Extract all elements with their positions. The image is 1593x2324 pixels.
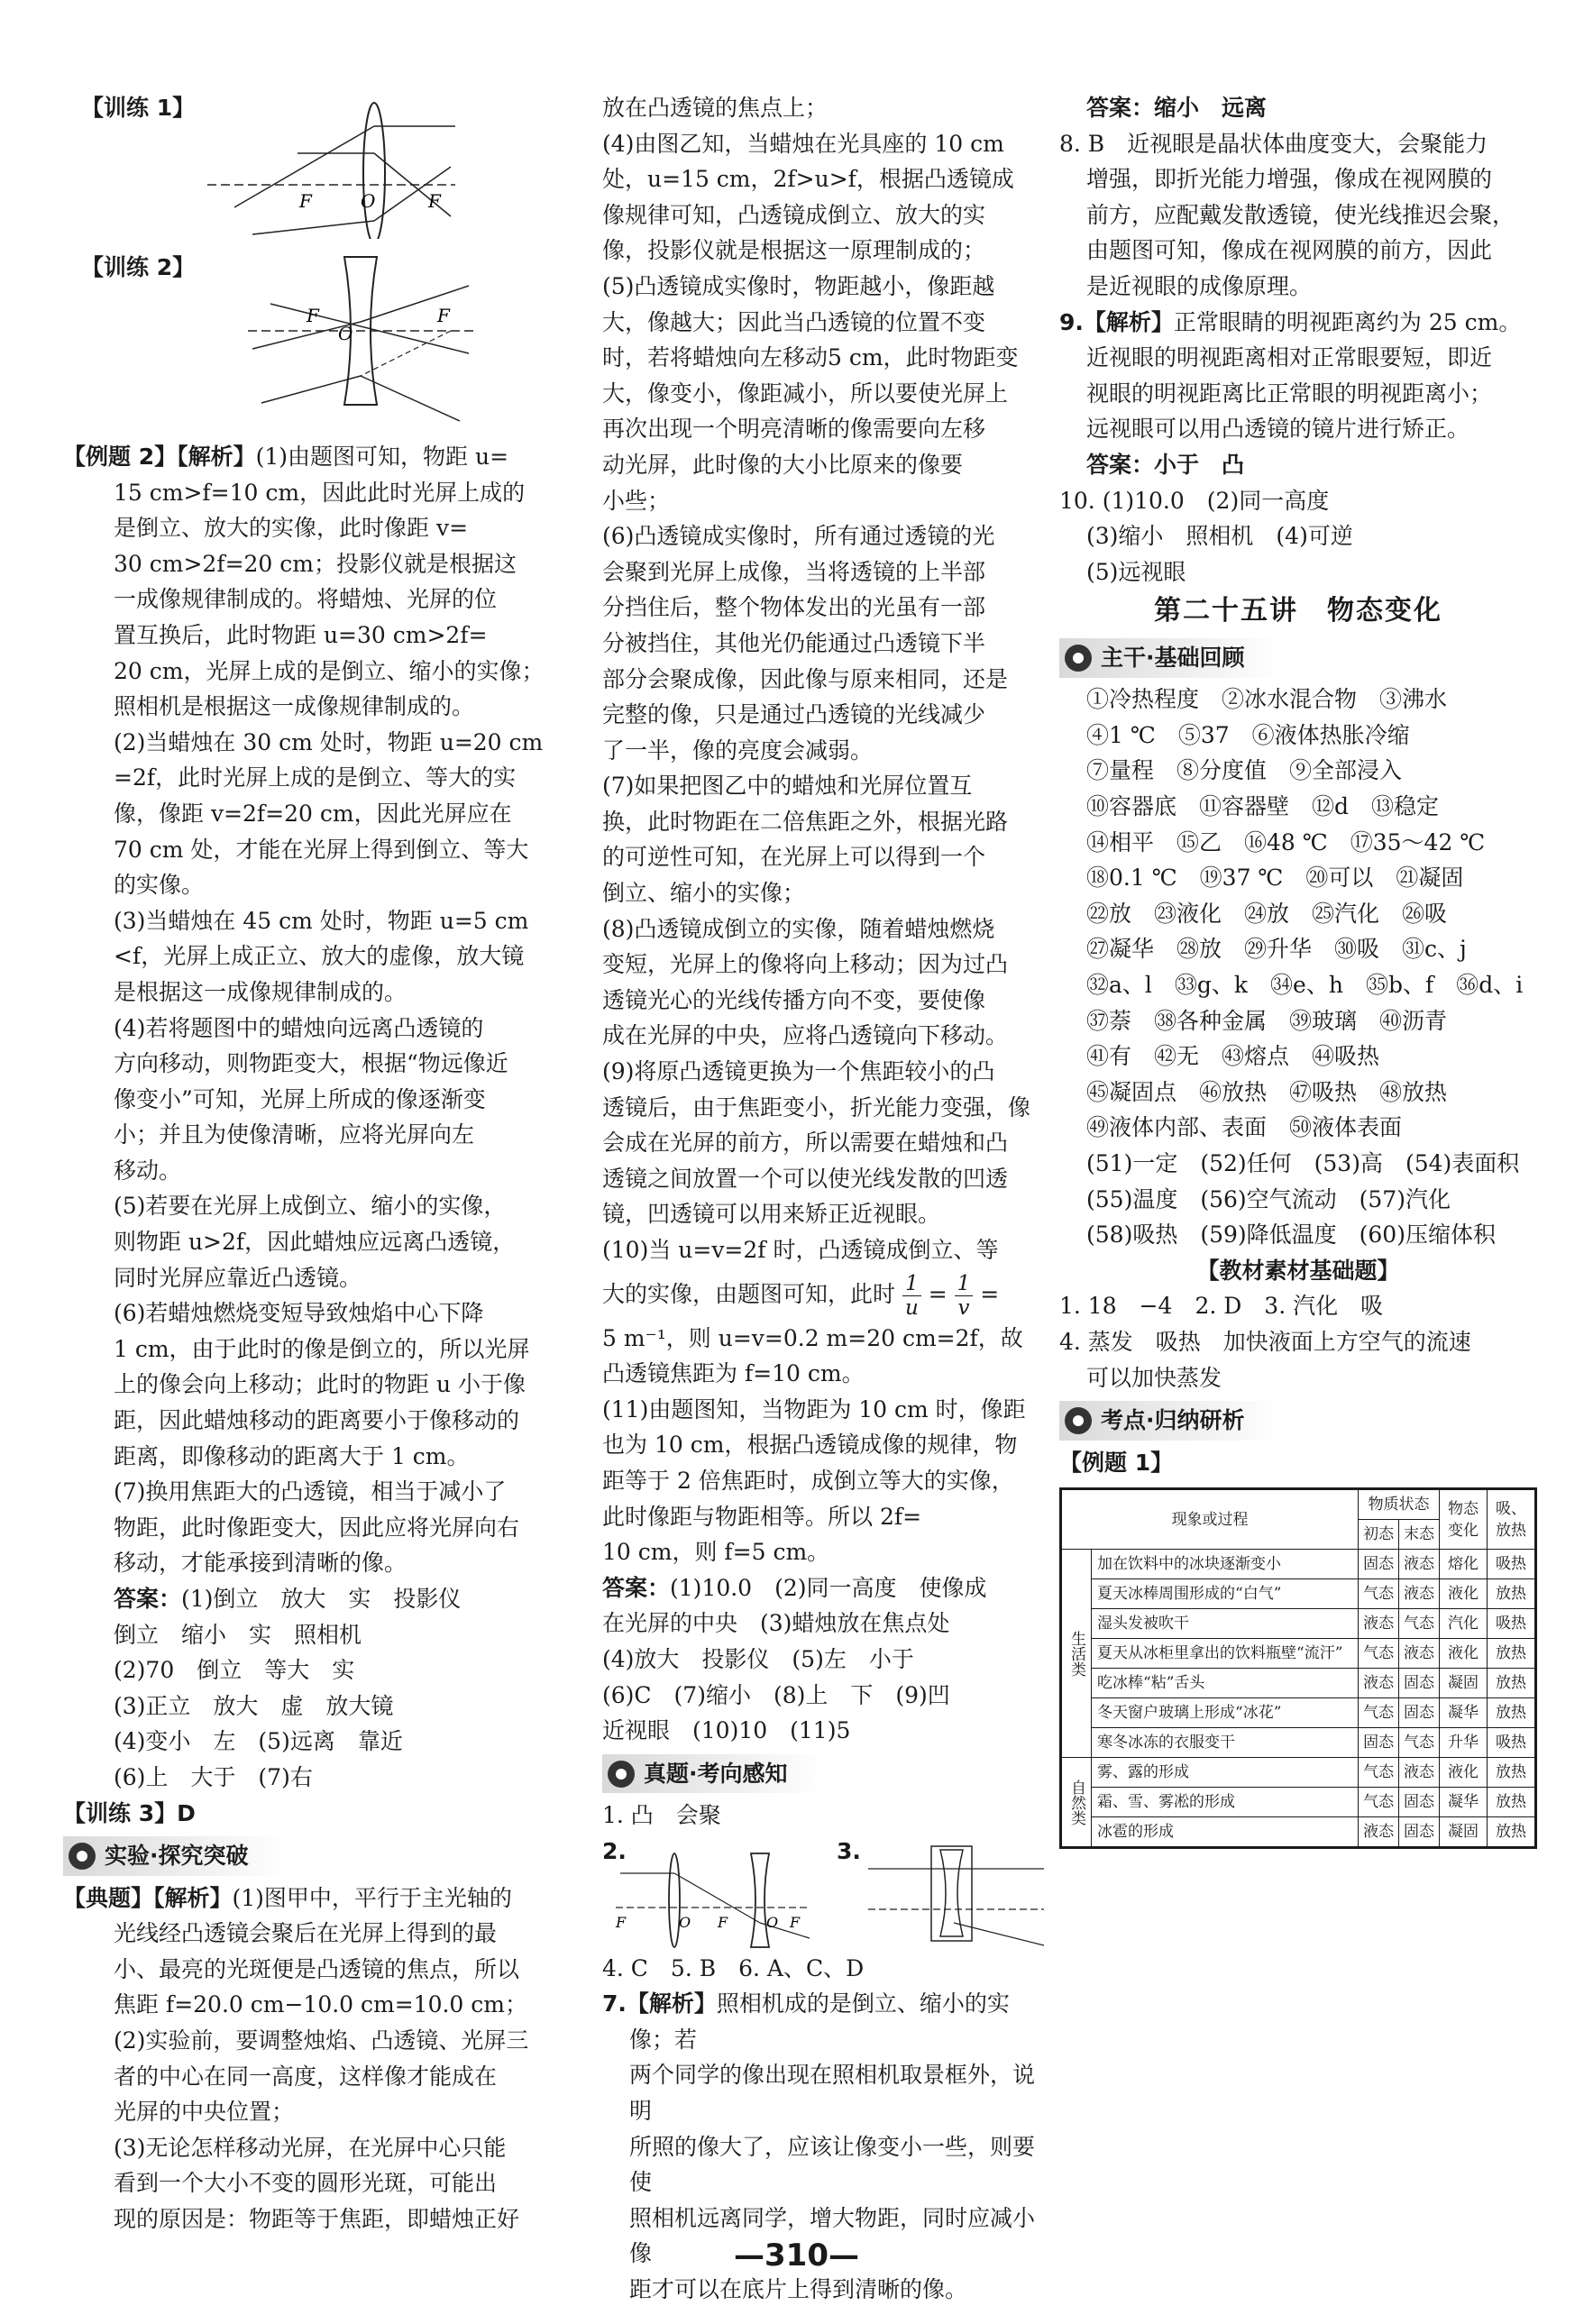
questions-2-3-figures: 2. F O F O F 3. (602, 1834, 1053, 1951)
question-9-analysis: 9.【解析】正常眼睛的明视距离约为 25 cm。 (1059, 308, 1522, 335)
training-2-label: 【训练 2】 (81, 254, 196, 280)
section-header-key-points: 考点·归纳研析 (1059, 1401, 1281, 1441)
column-1: 【训练 1】 F O F 【训练 2】 F O F 【例题 2】【解析】(1)由题图可知，物距 u= 15 cm>f=10 cm，因此此时光屏上成的 是倒立、放大的实像，此时像距 v= 30 cm>2f=20 cm；投影仪就是根据这 一成像规律制成的。将蜡烛、光屏的位 置互换后，此时物距 u=30 cm>2f= 20 cm，光屏上成的是倒立、缩小的实像； 照相机是根据这一成像规律制成的。 (2)当蜡烛在 30 cm 处时，物距 u=20 cm =2f，此时光屏上成的是倒立、等大的实 像，像距 v=2f=20 cm，因此光屏应在 70 cm 处，才能在光屏上得到倒立、等大 的实像。 (3)当蜡烛在 45 cm 处时，物距 u=5 cm <f，光屏上成正立、放大的虚像，放大镜 是根据这一成像规律制成的。 (4)若将题图中的蜡烛向远离凸透镜的 方向移动，则物距变大，根据“物远像近 像变小”可知，光屏上所成的像逐渐变 小；并且为使像清晰，应将光屏向左 移动。 (5)若要在光屏上成倒立、缩小的实像， 则物距 u>2f，因此蜡烛应远离凸透镜， 同时光屏应靠近凸透镜。 (6)若蜡烛燃烧变短导致烛焰中心下降 1 cm，由于此时的像是倒立的，所以光屏 上的像会向上移动；此时的物距 u 小于像 距，因此蜡烛移动的距离要小于像移动的 距离，即像移动的距离大于 1 cm。 (7)换用焦距大的凸透镜，相当于减小了 物距，此时像距变大，因此应将光屏向右 移动，才能承接到清晰的像。 答案：(1)倒立 放大 实 投影仪 倒立 缩小 实 照相机 (2)70 倒立 等大 实 (3)正立 放大 虚 放大镜 (4)变小 左 (5)远离 靠近 (6)上 大于 (7)右 【训练 3】D 实验·探究突破 【典题】【解析】(1)图甲中，平行于主光轴的 光线经凸透镜会聚后在光屏上得到的最 小、最亮的光斑便是凸透镜的焦点，所以 焦距 f=20.0 cm−10.0 cm=10.0 cm； (2)实验前，要调整烛焰、凸透镜、光屏三 者的中心在同一高度，这样像才能成在 光屏的中央位置； (3)无论怎样移动光屏，在光屏中心只能 看到一个大小不变的圆形光斑，可能出 现的原因是：物距等于焦距，即蜡烛正好 (63, 90, 557, 2237)
focus-label: F (718, 1913, 728, 1931)
section-header-main: 主干·基础回顾 (1059, 638, 1281, 678)
column-2: 放在凸透镜的焦点上； (4)由图乙知，当蜡烛在光具座的 10 cm 处，u=15 cm，2f>u>f，根据凸透镜成 像规律可知，凸透镜成倒立、放大的实 像，投影仪就是根据这一原理制成的； (5)凸透镜成实像时，物距越小，像距越 大，像越大；因此当凸透镜的位置不变 时，若将蜡烛向左移动5 cm，此时物距变 大，像变小，像距减小，所以要使光屏上 再次出现一个明亮清晰的像需要向左移 动光屏，此时像的大小比原来的像要 小些； (6)凸透镜成实像时，所有通过透镜的光 会聚到光屏上成像，当将透镜的上半部 分挡住后，整个物体发出的光虽有一部 分被挡住，其他光仍能通过凸透镜下半 部分会聚成像，因此像与原来相同，还是 完整的像，只是通过凸透镜的光线减少 了一半，像的亮度会减弱。 (7)如果把图乙中的蜡烛和光屏位置互 换，此时物距在二倍焦距之外，根据光路 的可逆性可知，在光屏上可以得到一个 倒立、缩小的实像； (8)凸透镜成倒立的实像，随着蜡烛燃烧 变短，光屏上的像将向上移动；因为过凸 透镜光心的光线传播方向不变，要使像 成在光屏的中央，应将凸透镜向下移动。 (9)将原凸透镜更换为一个焦距较小的凸 透镜后，由于焦距变小，折光能力变强，像 会成在光屏的前方，所以需要在蜡烛和凸 透镜之间放置一个可以使光线发散的凹透 镜，凹透镜可以用来矫正近视眼。 (10)当 u=v=2f 时，凸透镜成倒立、等 大的实像，由题图可知，此时 $\frac{1}{u}$ = $\frac{1}{v}$ = 5 m⁻¹，则 u=v=0.2 m=20 cm=2f，故 凸透镜焦距为 f=10 cm。 (11)由题图知，当物距为 10 cm 时，像距 也为 10 cm，根据凸透镜成像的规律，物 距等于 2 倍焦距时，成倒立等大的实像， 此时像距与物距相等。所以 2f= 10 cm，则 f=5 cm。 答案：(1)10.0 (2)同一高度 使像成 在光屏的中央 (3)蜡烛放在焦点处 (4)放大 投影仪 (5)左 小于 (6)C (7)缩小 (8)上 下 (9)凹 近视眼 (10)10 (11)5 真题·考向感知 1. 凸 会聚 2. F O F O F 3. 4. C 5. B 6. A、C、D 7.【解析】照相机成的是倒立、缩小的实像；若 两个同学的像出现在照相机取景框外，说明 所照的像大了，应该让像变小一些，则要使 照相机远离同学，增大物距，同时应减小像 距才可以在底片上得到清晰的像。 (602, 90, 1053, 2308)
flower-icon (69, 1843, 96, 1870)
table-row: 寒冬冰冻的衣服变干 固态 气态 升华 吸热 (1061, 1728, 1536, 1758)
focus-label: F (299, 190, 312, 212)
table-row: 冰雹的形成 液态 固态 凝固 放热 (1061, 1817, 1536, 1848)
state-change-table (1059, 1487, 1537, 1849)
example-2-analysis: 【例题 2】【解析】(1)由题图可知，物距 u= (63, 444, 509, 470)
focus-label: F (790, 1913, 801, 1931)
section-header-experiment: 实验·探究突破 (63, 1836, 285, 1876)
question-7-analysis: 7.【解析】照相机成的是倒立、缩小的实像；若 (602, 1990, 1010, 2053)
table-row: 自然类 雾、露的形成 气态 液态 液化 放热 (1061, 1758, 1536, 1788)
table-row: 湿头发被吹干 液态 气态 汽化 吸热 (1061, 1609, 1536, 1639)
flower-icon (608, 1761, 635, 1788)
training-2-figure (63, 250, 557, 439)
table-row: 夏天从冰柜里拿出的饮料瓶壁“流汗” 气态 液态 液化 放热 (1061, 1639, 1536, 1669)
section-header-real-exam: 真题·考向感知 (602, 1754, 824, 1794)
training-1-label: 【训练 1】 (81, 95, 196, 121)
table-row: 夏天冰棒周围形成的“白气” 气态 液态 液化 放热 (1061, 1579, 1536, 1609)
focus-label: F (307, 305, 319, 326)
example-2-answer: 答案：(1)倒立 放大 实 投影仪 (114, 1586, 462, 1612)
optical-center-label: O (679, 1913, 691, 1931)
training-1-figure (63, 90, 557, 239)
table-row: 生活类 加在饮料中的冰块逐渐变小 固态 液态 熔化 吸热 (1061, 1550, 1536, 1579)
question-3-lens-diagram (864, 1837, 1053, 1950)
training-3-answer: 【训练 3】D (63, 1799, 196, 1826)
fraction-1-over-v: $\frac{1}{v}$ (955, 1272, 974, 1320)
table-row: 霜、雪、雾凇的形成 气态 固态 凝华 放热 (1061, 1788, 1536, 1817)
table-row: 吃冰棒“粘”舌头 液态 固态 凝固 放热 (1061, 1669, 1536, 1698)
optical-center-label: O (361, 190, 376, 212)
page-number: —310— (734, 2237, 859, 2274)
column-3: 答案：缩小 远离 8. B 近视眼是晶状体曲度变大，会聚能力 增强，即折光能力增强，像成在视网膜的 前方，应配戴发散透镜，使光线推迟会聚， 由题图可知，像成在视网膜的前方，因此 是近视眼的成像原理。 9.【解析】正常眼睛的明视距离约为 25 cm。 近视眼的明视距离相对正常眼要短，即近 视眼的明视距离比正常眼的明视距离小； 远视眼可以用凸透镜的镜片进行矫正。 答案：小于 凸 10. (1)10.0 (2)同一高度 (3)缩小 照相机 (4)可逆 (5)远视眼 第二十五讲 物态变化 主干·基础回顾 ①冷热程度 ②冰水混合物 ③沸水 ④1 ℃ ⑤37 ⑥液体热胀冷缩 ⑦量程 ⑧分度值 ⑨全部浸入 ⑩容器底 ⑪容器壁 ⑫d ⑬稳定 ⑭相平 ⑮乙 ⑯48 ℃ ⑰35～42 ℃ ⑱0.1 ℃ ⑲37 ℃ ⑳可以 ㉑凝固 ㉒放 ㉓液化 ㉔放 ㉕汽化 ㉖吸 ㉗凝华 ㉘放 ㉙升华 ㉚吸 ㉛c、j ㉜a、l ㉝g、k ㉞e、h ㉟b、f ㊱d、i ㊲萘 ㊳各种金属 ㊴玻璃 ㊵沥青 ㊶有 ㊷无 ㊸熔点 ㊹吸热 ㊺凝固点 ㊻放热 ㊼吸热 ㊽放热 ㊾液体内部、表面 ㊿液体表面 (51)一定 (52)任何 (53)高 (54)表面积 (55)温度 (56)空气流动 (57)汽化 (58)吸热 (59)降低温度 (60)压缩体积 【教材素材基础题】 1. 18 −4 2. D 3. 汽化 吸 4. 蒸发 吸热 加快液面上方空气的流速 可以加快蒸发 考点·归纳研析 【例题 1】 现象或过程 物质状态 物态变化 吸、放热 初态 末态 生活类 加在饮料中的冰块逐渐变小 固态 液态 熔化 吸热 夏天冰棒周围形成的“白气” 气态 液态 液化 放热 湿头发被吹干 液态 气态 汽化 吸热 夏天从冰柜里拿出的饮料瓶壁“流汗” 气态 液态 液化 放热 吃冰棒“粘”舌头 液态 固态 凝固 放热 冬天窗户玻璃上形成“冰花” 气态 固态 凝华 放热 寒冬冰冻的衣服变干 固态 气态 升华 吸热 自然类 雾、露的形成 气态 液态 液化 放热 霜、雪、雾凇的形成 气态 固态 凝华 放热 冰雹的形成 液态 固态 凝固 放热 (1059, 90, 1537, 1849)
fraction-line: 大的实像，由题图可知，此时 $\frac{1}{u}$ = $\frac{1}{v}$ = (602, 1271, 1000, 1320)
optical-center-label: O (338, 323, 353, 344)
focus-label: F (437, 305, 450, 326)
fraction-1-over-u: $\frac{1}{u}$ (902, 1272, 921, 1320)
example-1-label: 【例题 1】 (1059, 1449, 1174, 1476)
answer-block: 答案：(1)10.0 (2)同一高度 使像成 (602, 1574, 987, 1601)
flower-icon (1065, 645, 1092, 672)
answer-top: 答案：缩小 远离 (1086, 95, 1268, 121)
focus-label: F (616, 1913, 627, 1931)
chapter-title: 第二十五讲 物态变化 (1154, 595, 1442, 627)
table-header-row: 初态 末态 (1061, 1520, 1536, 1550)
table-header-row: 现象或过程 物质状态 物态变化 吸、放热 (1061, 1489, 1536, 1520)
convex-lens-ray-diagram (198, 90, 460, 239)
flower-icon (1065, 1407, 1092, 1434)
optical-center-label: O (766, 1913, 779, 1931)
table-row: 冬天窗户玻璃上形成“冰花” 气态 固态 凝华 放热 (1061, 1698, 1536, 1728)
textbook-basics-title: 【教材素材基础题】 (1196, 1257, 1400, 1284)
question-2-lens-diagram (602, 1837, 819, 1950)
concave-lens-ray-diagram (243, 250, 478, 439)
typical-question-analysis: 【典题】【解析】(1)图甲中，平行于主光轴的 (63, 1884, 512, 1911)
focus-label: F (428, 190, 441, 212)
